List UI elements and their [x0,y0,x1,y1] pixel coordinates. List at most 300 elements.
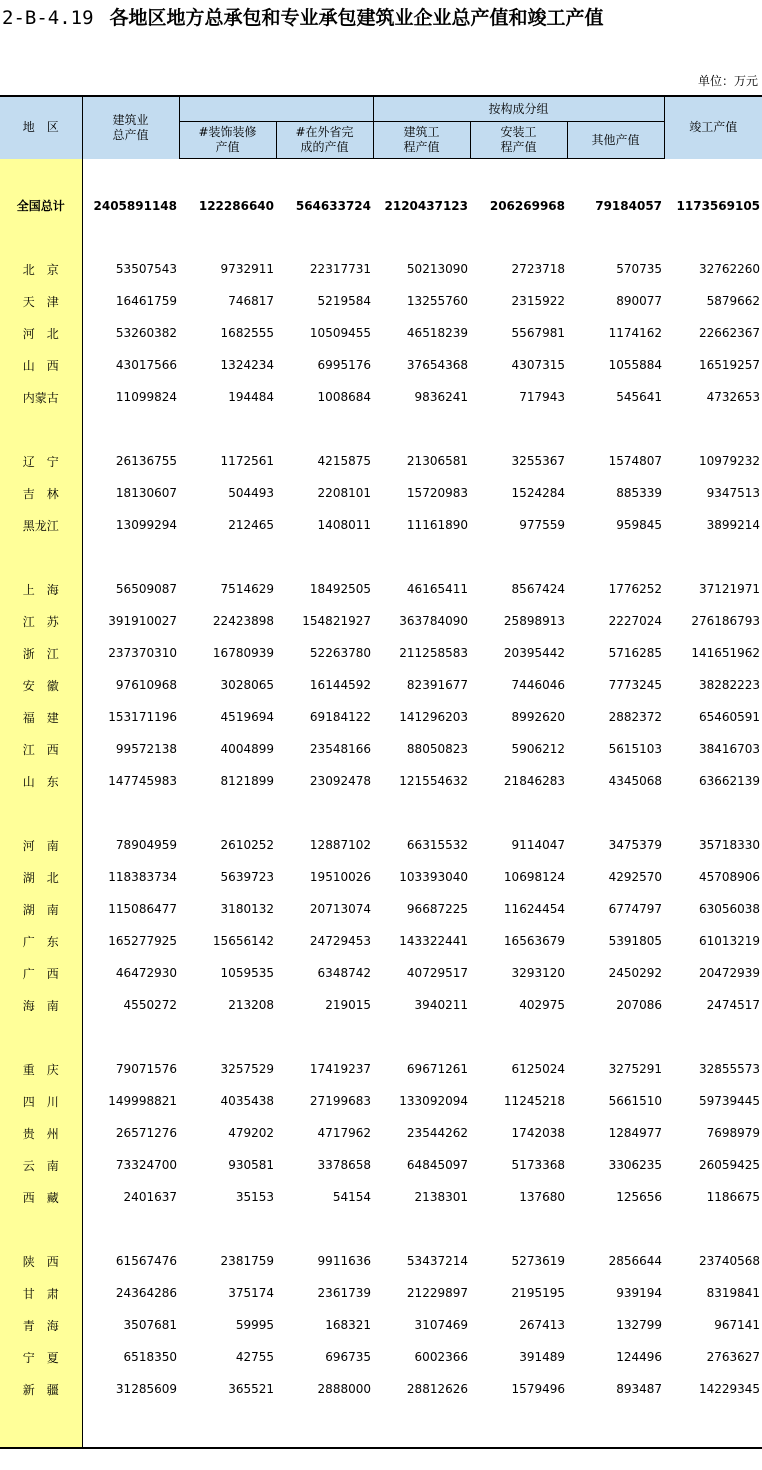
value-cell [567,1405,664,1448]
value-cell: 194484 [228,390,274,404]
value-cell: 2381759 [220,1254,274,1268]
value-cell: 2405891148 [93,198,177,213]
value-cell: 53437214 [406,1254,468,1268]
region-cell: 辽 宁 [0,445,82,477]
value-cell: 66315532 [406,838,468,852]
value-cell: 61013219 [698,934,761,948]
table-row [0,701,762,733]
value-cell: 10509455 [309,326,371,340]
value-cell: 52263780 [309,646,371,660]
value-cell: 122286640 [198,199,274,213]
value-cell: 78904959 [115,838,177,852]
value-cell: 121554632 [399,774,468,788]
value-cell: 3107469 [414,1318,468,1332]
value-cell: 4307315 [511,358,565,372]
header-blank-span [179,96,373,122]
value-cell: 212465 [228,518,274,532]
value-cell: 1742038 [511,1126,565,1140]
value-cell: 42755 [235,1350,274,1364]
value-cell: 237370310 [108,646,177,660]
value-cell: 9911636 [317,1254,371,1268]
unit-label: 单位：万元 [697,74,758,88]
value-cell: 479202 [228,1126,274,1140]
table-row [0,477,762,509]
header-decoration: #装饰装修 产值 [179,122,276,159]
value-cell [373,1021,470,1053]
value-cell: 5906212 [511,742,565,756]
region-cell: 安 徽 [0,669,82,701]
value-cell: 959845 [616,518,663,532]
header-completed: 竣工产值 [664,96,762,159]
value-cell: 28812626 [406,1382,468,1396]
value-cell: 23544262 [406,1126,468,1140]
value-cell: 746817 [228,294,274,308]
value-cell: 16461759 [115,294,177,308]
header-other: 其他产值 [567,122,664,159]
total-row [0,159,762,254]
value-cell [664,1405,762,1448]
header-installation: 安装工 程产值 [470,122,567,159]
table-row [0,637,762,669]
region-cell: 宁 夏 [0,1341,82,1373]
value-cell: 24364286 [115,1286,177,1300]
value-cell: 15720983 [406,486,468,500]
value-cell: 69671261 [406,1062,468,1076]
value-cell: 7446046 [511,678,565,692]
table-row [0,285,762,317]
value-cell [82,797,179,829]
value-cell: 14229345 [698,1382,761,1396]
value-cell: 13255760 [406,294,468,308]
table-title-text: 各地区地方总承包和专业承包建筑业企业总产值和竣工产值 [109,7,604,29]
value-cell: 967141 [714,1318,761,1332]
value-cell: 1059535 [220,966,274,980]
value-cell: 5273619 [511,1254,565,1268]
value-cell: 207086 [616,998,663,1012]
value-cell: 10979232 [698,454,761,468]
value-cell: 97610968 [115,678,177,692]
table-row [0,1181,762,1213]
region-cell: 云 南 [0,1149,82,1181]
value-cell: 10698124 [503,870,565,884]
table-row [0,445,762,477]
value-cell: 23740568 [698,1254,761,1268]
value-cell: 2227024 [608,614,663,628]
value-cell [373,541,470,573]
region-cell: 四 川 [0,1085,82,1117]
value-cell [470,1021,567,1053]
value-cell: 9347513 [706,486,761,500]
region-cell: 北 京 [0,253,82,285]
table-row [0,573,762,605]
region-cell: 上 海 [0,573,82,605]
value-cell: 3180132 [220,902,274,916]
table-row [0,509,762,541]
value-cell: 9836241 [414,390,468,404]
value-cell: 165277925 [108,934,177,948]
value-cell [179,541,276,573]
value-cell: 9114047 [511,838,565,852]
value-cell [567,797,664,829]
value-cell: 893487 [616,1382,663,1396]
value-cell [82,541,179,573]
table-row [0,957,762,989]
table-code: 2-B-4.19 [2,7,94,29]
value-cell: 82391677 [406,678,468,692]
value-cell: 3257529 [220,1062,274,1076]
value-cell: 391489 [519,1350,565,1364]
header-total-output: 建筑业 总产值 [82,96,179,159]
value-cell: 6125024 [511,1062,565,1076]
value-cell: 141296203 [399,710,468,724]
value-cell: 4292570 [608,870,663,884]
value-cell [276,1021,373,1053]
value-cell: 65460591 [698,710,761,724]
value-cell: 4215875 [317,454,371,468]
value-cell: 4035438 [220,1094,274,1108]
value-cell: 2474517 [706,998,761,1012]
region-cell: 山 西 [0,349,82,381]
table-row [0,381,762,413]
spacer-row [0,1021,762,1053]
value-cell: 363784090 [399,614,468,628]
value-cell: 26059425 [698,1158,761,1172]
value-cell: 59995 [235,1318,274,1332]
table-row [0,669,762,701]
table-row [0,1373,762,1405]
value-cell: 3899214 [706,518,761,532]
table-row [0,1277,762,1309]
value-cell: 153171196 [108,710,177,724]
value-cell: 5716285 [608,646,663,660]
value-cell: 4717962 [317,1126,371,1140]
value-cell: 22317731 [309,262,371,276]
value-cell: 40729517 [406,966,468,980]
value-cell: 1284977 [608,1126,663,1140]
value-cell: 8992620 [511,710,565,724]
value-cell: 5219584 [317,294,371,308]
value-cell: 21846283 [503,774,565,788]
value-cell: 977559 [519,518,565,532]
value-cell: 37654368 [406,358,468,372]
value-cell [82,1405,179,1448]
value-cell: 2315922 [511,294,565,308]
value-cell: 3475379 [608,838,663,852]
value-cell: 1574807 [608,454,663,468]
spacer-row [0,413,762,445]
value-cell: 5173368 [511,1158,565,1172]
value-cell [179,413,276,445]
table-row [0,989,762,1021]
value-cell: 99572138 [115,742,177,756]
value-cell: 717943 [519,390,565,404]
value-cell: 7773245 [608,678,663,692]
value-cell: 1008684 [317,390,371,404]
value-cell: 31285609 [115,1382,177,1396]
value-cell: 5639723 [220,870,274,884]
value-cell: 2888000 [317,1382,371,1396]
value-cell: 3306235 [608,1158,663,1172]
value-cell: 20395442 [503,646,565,660]
value-cell: 63662139 [698,774,761,788]
value-cell: 21229897 [406,1286,468,1300]
value-cell [82,1213,179,1245]
value-cell: 402975 [519,998,565,1012]
value-cell [664,541,762,573]
value-cell: 38282223 [698,678,761,692]
table-row [0,317,762,349]
value-cell: 930581 [228,1158,274,1172]
value-cell: 6995176 [317,358,371,372]
value-cell: 6774797 [608,902,663,916]
table-row [0,349,762,381]
value-cell: 115086477 [108,902,177,916]
value-cell: 2138301 [414,1190,468,1204]
value-cell: 5615103 [608,742,663,756]
value-cell: 2610252 [220,838,274,852]
region-cell: 广 西 [0,957,82,989]
value-cell: 53260382 [115,326,177,340]
region-cell [0,797,82,829]
value-cell: 12887102 [309,838,371,852]
region-cell: 浙 江 [0,637,82,669]
value-cell: 103393040 [399,870,468,884]
value-cell [276,541,373,573]
value-cell: 8319841 [706,1286,761,1300]
region-cell [0,541,82,573]
value-cell: 35718330 [698,838,761,852]
value-cell: 32762260 [698,262,761,276]
value-cell: 88050823 [406,742,468,756]
value-cell: 8121899 [220,774,274,788]
value-cell: 35153 [235,1190,274,1204]
value-cell [276,1213,373,1245]
value-cell: 2361739 [317,1286,371,1300]
spacer-row [0,1213,762,1245]
value-cell: 2120437123 [384,199,468,213]
value-cell: 69184122 [309,710,371,724]
value-cell: 96687225 [406,902,468,916]
value-cell: 64845097 [406,1158,468,1172]
value-cell: 9732911 [220,262,274,276]
value-cell: 46165411 [406,582,468,596]
table-row [0,1245,762,1277]
value-cell: 5661510 [608,1094,663,1108]
value-cell: 7514629 [220,582,274,596]
spacer-row [0,797,762,829]
table-row [0,765,762,797]
header-outside-province: #在外省完 成的产值 [276,122,373,159]
value-cell: 1173569105 [676,198,761,213]
value-cell: 132799 [616,1318,663,1332]
region-cell: 河 南 [0,829,82,861]
region-cell: 河 北 [0,317,82,349]
value-cell [373,1213,470,1245]
value-cell: 2208101 [317,486,371,500]
value-cell: 46472930 [115,966,177,980]
value-cell: 6518350 [123,1350,177,1364]
value-cell: 5879662 [706,294,761,308]
region-cell: 青 海 [0,1309,82,1341]
value-cell: 4345068 [608,774,663,788]
region-cell: 全国总计 [0,159,82,254]
value-cell: 2401637 [123,1190,177,1204]
value-cell: 570735 [616,262,663,276]
region-cell: 山 东 [0,765,82,797]
region-cell: 西 藏 [0,1181,82,1213]
value-cell: 545641 [616,390,663,404]
region-cell [0,1021,82,1053]
value-cell: 890077 [616,294,663,308]
value-cell: 5391805 [608,934,663,948]
value-cell [373,797,470,829]
table-row [0,861,762,893]
statistics-table [0,95,762,1449]
value-cell: 25898913 [503,614,565,628]
value-cell: 20713074 [309,902,371,916]
value-cell [373,413,470,445]
value-cell: 3028065 [220,678,274,692]
table-row [0,733,762,765]
value-cell: 149998821 [108,1094,177,1108]
value-cell: 17419237 [309,1062,371,1076]
value-cell: 6002366 [414,1350,468,1364]
header-region: 地 区 [0,96,82,159]
value-cell: 37121971 [698,582,761,596]
value-cell: 4732653 [706,390,761,404]
table-row [0,1341,762,1373]
table-row [0,253,762,285]
value-cell: 939194 [616,1286,663,1300]
value-cell [179,797,276,829]
value-cell: 143322441 [399,934,468,948]
value-cell [664,797,762,829]
region-cell: 甘 肃 [0,1277,82,1309]
value-cell [567,541,664,573]
value-cell [179,1213,276,1245]
value-cell: 11161890 [406,518,468,532]
value-cell: 79071576 [115,1062,177,1076]
value-cell: 3507681 [123,1318,177,1332]
value-cell: 3378658 [317,1158,371,1172]
value-cell: 18130607 [115,486,177,500]
value-cell: 885339 [616,486,663,500]
region-cell: 海 南 [0,989,82,1021]
value-cell: 2723718 [511,262,565,276]
value-cell: 4550272 [123,998,177,1012]
value-cell [179,1405,276,1448]
value-cell [373,1405,470,1448]
value-cell: 46518239 [406,326,468,340]
value-cell [276,797,373,829]
table-end-row [0,1405,762,1448]
table-row [0,893,762,925]
region-cell [0,1213,82,1245]
value-cell: 147745983 [108,774,177,788]
table-row [0,605,762,637]
header-by-composition: 按构成分组 [373,96,664,122]
value-cell [567,1021,664,1053]
value-cell: 63056038 [698,902,761,916]
page-title [2,5,604,31]
region-cell: 贵 州 [0,1117,82,1149]
value-cell: 50213090 [406,262,468,276]
value-cell: 1172561 [220,454,274,468]
value-cell [470,797,567,829]
table-row [0,1149,762,1181]
value-cell: 26571276 [115,1126,177,1140]
value-cell: 5567981 [511,326,565,340]
region-cell: 黑龙江 [0,509,82,541]
value-cell: 6348742 [317,966,371,980]
value-cell: 213208 [228,998,274,1012]
value-cell: 168321 [325,1318,371,1332]
value-cell: 365521 [228,1382,274,1396]
table-row [0,829,762,861]
region-cell: 福 建 [0,701,82,733]
value-cell: 16519257 [698,358,761,372]
value-cell: 56509087 [115,582,177,596]
value-cell: 23092478 [309,774,371,788]
value-cell: 1186675 [706,1190,761,1204]
region-cell: 广 东 [0,925,82,957]
value-cell: 124496 [616,1350,663,1364]
value-cell: 1579496 [511,1382,565,1396]
value-cell [276,413,373,445]
value-cell: 45708906 [698,870,761,884]
table-body [0,159,762,1449]
spacer-row [0,541,762,573]
value-cell: 21306581 [406,454,468,468]
value-cell: 4004899 [220,742,274,756]
value-cell: 16563679 [503,934,565,948]
value-cell: 73324700 [115,1158,177,1172]
value-cell: 3275291 [608,1062,663,1076]
value-cell: 16780939 [212,646,274,660]
value-cell: 1524284 [511,486,565,500]
value-cell: 154821927 [302,614,371,628]
value-cell: 43017566 [115,358,177,372]
value-cell: 15656142 [212,934,274,948]
table-row [0,1053,762,1085]
value-cell: 61567476 [115,1254,177,1268]
value-cell: 24729453 [309,934,371,948]
header-construction: 建筑工 程产值 [373,122,470,159]
table-header [0,96,762,159]
value-cell: 18492505 [309,582,371,596]
value-cell: 38416703 [698,742,761,756]
value-cell: 2763627 [706,1350,761,1364]
value-cell: 1174162 [608,326,663,340]
value-cell: 2882372 [608,710,663,724]
value-cell: 211258583 [399,646,468,660]
value-cell: 276186793 [691,614,761,628]
table-row [0,1309,762,1341]
value-cell: 11099824 [115,390,177,404]
table-row [0,925,762,957]
value-cell: 19510026 [309,870,371,884]
value-cell [664,1213,762,1245]
value-cell: 219015 [325,998,371,1012]
value-cell: 54154 [332,1190,371,1204]
value-cell: 16144592 [309,678,371,692]
value-cell [470,1405,567,1448]
value-cell: 133092094 [399,1094,468,1108]
value-cell: 53507543 [115,262,177,276]
value-cell [276,1405,373,1448]
value-cell: 564633724 [295,199,371,213]
table-row [0,1117,762,1149]
